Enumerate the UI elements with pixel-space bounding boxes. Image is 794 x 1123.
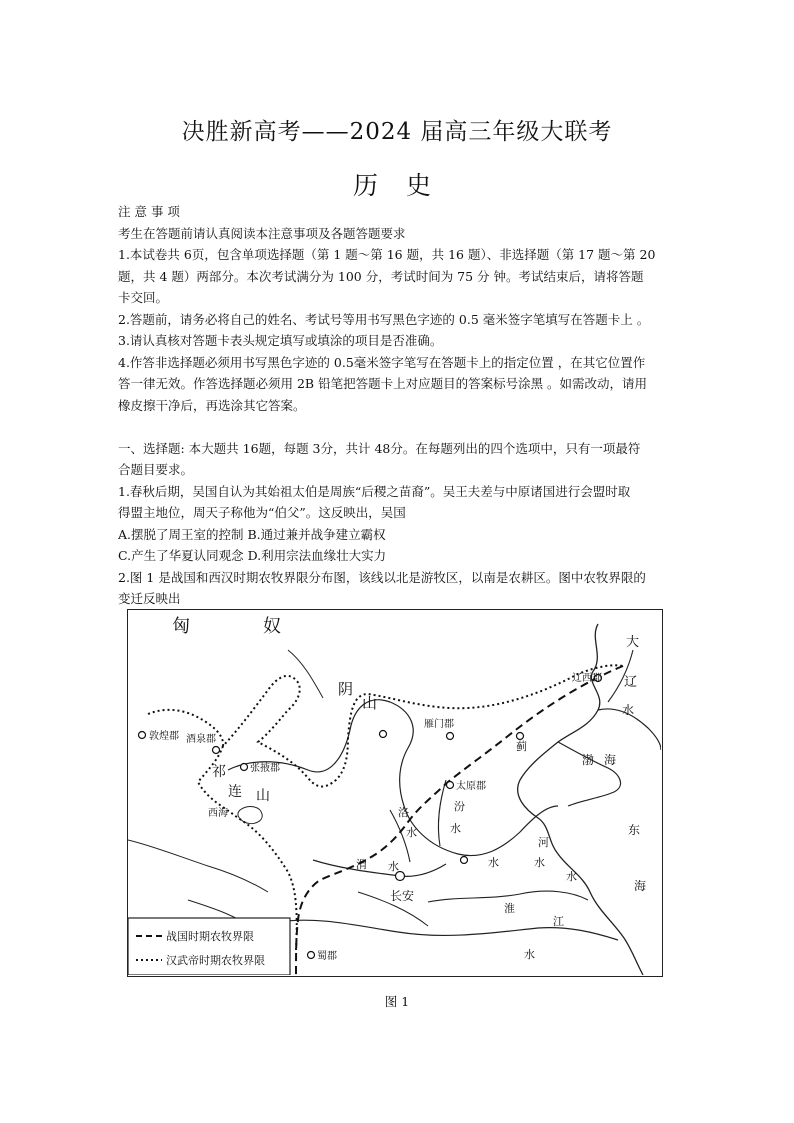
yangtze-river (278, 920, 618, 940)
legend-han-wudi: 汉武帝时期农牧界限 (166, 954, 265, 967)
label-jiuquan: 酒泉郡 (186, 734, 216, 745)
label-shui-luo: 水 (406, 826, 417, 839)
notice-line: 橡皮擦干净后，再选涂其它答案。 (118, 397, 306, 413)
xihai-lake (238, 807, 262, 824)
notice-line: 题，共 4 题）两部分。本次考试满分为 100 分，考试时间为 75 分 钟。考试结束后，请将答题 (118, 268, 644, 284)
label-huai: 淮 (504, 902, 515, 915)
notice-line: 4.作答非选择题必须用书写黑色字迹的 0.5毫米签字笔写在答题卡上的指定位置 ，在其它位置作 (118, 354, 646, 370)
yellow-river (228, 700, 558, 856)
shandong-peninsula (558, 742, 621, 806)
city-luoyang-marker (461, 857, 468, 864)
label-shan2: 山 (256, 788, 270, 804)
label-wei: 渭 (356, 858, 367, 871)
city-yanmen-marker (447, 733, 454, 740)
warring-states-boundary (296, 666, 623, 975)
label-dong: 东 (628, 823, 641, 837)
city-yunzhong-marker (380, 731, 387, 738)
label-hai-dong: 海 (634, 879, 647, 893)
notice-line: 2.答题前，请务必将自己的姓名、考试号等用书写黑色字迹的 0.5 毫米签字笔填写在答题卡上 。 (118, 311, 650, 327)
label-changan: 长安 (390, 889, 415, 903)
wei-river (313, 860, 446, 876)
notice-heading: 注 意 事 项 (118, 204, 180, 219)
question-2-stem: 2.图 1 是战国和西汉时期农牧界限分布图，该线以北是游牧区，以南是农耕区。图中农牧界限的 (118, 569, 646, 585)
section-instruction: 合题目要求。 (118, 462, 194, 477)
city-zhangye-marker (241, 764, 248, 771)
label-shan: 山 (362, 694, 378, 712)
legend-warring-states: 战国时期农牧界限 (166, 930, 254, 943)
exam-title: 决胜新高考——2024 届高三年级大联考 (181, 119, 613, 145)
map-svg (128, 610, 661, 975)
label-shui-liao: 水 (622, 703, 635, 717)
label-da: 大 (626, 635, 640, 650)
figure-1-map (127, 609, 663, 977)
question-2-stem: 变迁反映出 (118, 591, 181, 606)
label-dunhuang: 敦煌郡 (149, 731, 179, 742)
label-xiongnu-1: 匈 (172, 616, 190, 637)
label-lian: 连 (228, 784, 242, 800)
city-dunhuang-marker (139, 732, 146, 739)
notice-line: 卡交回。 (118, 290, 169, 305)
label-he: 河 (538, 836, 549, 849)
western-river (128, 840, 268, 892)
subject-title: 历 史 (353, 171, 441, 200)
label-zhangye: 张掖郡 (250, 763, 280, 774)
label-hai-bo: 海 (604, 753, 617, 767)
label-shui-huai: 水 (566, 870, 577, 883)
city-jiuquan-marker (213, 747, 220, 754)
notice-line: 答一律无效。作答选择题必须用 2B 铅笔把答题卡上对应题目的答案标号涂黑 。如需改动，请用 (118, 376, 648, 391)
city-ji-marker (517, 733, 524, 740)
question-1-options: C.产生了华夏认同观念 D.利用宗法血缘壮大实力 (118, 548, 387, 563)
exam-body (118, 201, 680, 610)
notice-line: 1.本试卷共 6页，包含单项选择题（第 1 题～第 16 题，共 16 题）、非选择题（第 17 题～第 20 (118, 247, 656, 262)
label-xihai: 西海 (208, 808, 228, 819)
label-jiang: 江 (553, 915, 564, 928)
label-liao: 辽 (624, 675, 638, 690)
label-shui-he: 水 (534, 856, 545, 869)
question-1-stem: 1.春秋后期，吴国自认为其始祖太伯是周族“后稷之苗裔”。吴王夫差与中原诸国进行会盟时取 (118, 483, 631, 499)
notice-line: 3.请认真核对答题卡表头规定填写或填涂的项目是否准确。 (118, 333, 443, 348)
city-taiyuan-marker (447, 782, 454, 789)
label-shui-wei: 水 (388, 860, 399, 873)
question-1-stem: 得盟主地位，周天子称他为“伯父”。这反映出，吴国 (118, 505, 406, 520)
spacer (118, 416, 680, 438)
label-fen: 汾 (454, 800, 465, 813)
label-yin: 阴 (338, 680, 354, 698)
label-shui-fen: 水 (450, 822, 461, 835)
label-luo: 洛 (398, 806, 409, 819)
city-shu-marker (308, 952, 315, 959)
label-yanmen: 雁门郡 (424, 719, 454, 730)
label-shui-jiang: 水 (524, 948, 535, 961)
label-ji: 蓟 (516, 740, 527, 753)
label-shui-mid: 水 (488, 856, 499, 869)
label-taiyuan: 太原郡 (456, 781, 486, 792)
north-river (288, 650, 323, 698)
label-qi: 祁 (212, 764, 226, 780)
huai-river (428, 891, 588, 902)
label-liaoxi: 辽西郡 (572, 673, 602, 684)
label-bo: 渤 (582, 753, 595, 767)
label-xiongnu-2: 奴 (263, 616, 281, 637)
notice-intro: 考生在答题前请认真阅读本注意事项及各题答题要求 (118, 225, 406, 241)
question-1-options: A.摆脱了周王室的控制 B.通过兼并战争建立霸权 (118, 526, 386, 542)
label-shu: 蜀郡 (317, 951, 337, 962)
figure-caption: 图 1 (384, 994, 410, 1009)
map-legend (128, 918, 290, 975)
section-instruction: 一、选择题: 本大题共 16题，每题 3分，共计 48分。在每题列出的四个选项中，只有一项最符 (118, 440, 641, 456)
